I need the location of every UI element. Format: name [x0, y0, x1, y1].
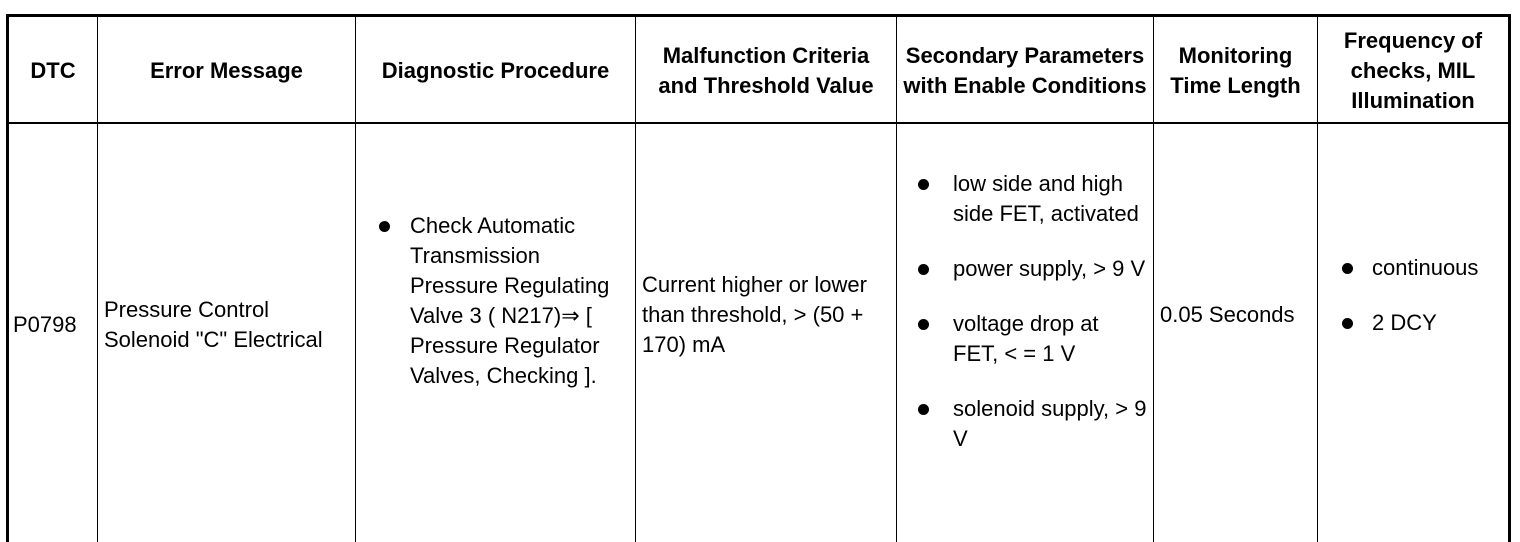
- list-item: [903, 309, 1147, 369]
- secondary-parameters-list: [903, 169, 1147, 454]
- table-row: [8, 123, 1510, 542]
- diagnostic-procedure-list: [362, 211, 629, 391]
- malfunction-criteria-cell: [636, 123, 897, 542]
- header-error-message: Error Message: [98, 16, 356, 124]
- monitoring-time-cell: [1154, 123, 1318, 542]
- frequency-cell: [1318, 123, 1510, 542]
- secondary-parameter-text: power supply, > 9 V: [953, 255, 1146, 281]
- header-monitoring-time: Monitoring Time Length: [1154, 16, 1318, 124]
- frequency-text: 2 DCY: [1372, 309, 1437, 335]
- secondary-parameters-cell: [897, 123, 1154, 542]
- bullet-icon: [1342, 318, 1353, 329]
- list-item: [1324, 308, 1502, 338]
- error-message-cell: [98, 123, 356, 542]
- bullet-icon: [918, 404, 929, 415]
- bullet-icon: [379, 221, 390, 232]
- error-message: Pressure Control Solenoid "C" Electrical: [104, 297, 323, 352]
- header-secondary-parameters: Secondary Parameters with Enable Conditions: [897, 16, 1154, 124]
- dtc-code-cell: [8, 123, 98, 542]
- bullet-icon: [1342, 263, 1353, 274]
- header-malfunction-criteria: Malfunction Criteria and Threshold Value: [636, 16, 897, 124]
- bullet-icon: [918, 319, 929, 330]
- header-row: [8, 16, 1510, 124]
- bullet-icon: [918, 264, 929, 275]
- secondary-parameter-text: solenoid supply, > 9 V: [953, 395, 1147, 451]
- list-item: [903, 254, 1147, 284]
- malfunction-criteria: Current higher or lower than threshold, > (50 + 170) mA: [642, 272, 867, 357]
- diagnostic-procedure-text: Check Automatic Transmission Pressure Regulating Valve 3 ( N217)⇒ [ Pressure Regulator Valves, Checking ].: [410, 213, 610, 388]
- list-item: [362, 211, 629, 391]
- secondary-parameter-text: voltage drop at FET, < = 1 V: [953, 310, 1099, 366]
- header-dtc: DTC: [8, 16, 98, 124]
- header-frequency: Frequency of checks, MIL Illumination: [1318, 16, 1510, 124]
- frequency-list: [1324, 253, 1502, 338]
- list-item: [903, 169, 1147, 229]
- header-diagnostic-procedure: Diagnostic Procedure: [356, 16, 636, 124]
- dtc-table: [6, 14, 1511, 542]
- secondary-parameter-text: low side and high side FET, activated: [953, 170, 1139, 226]
- dtc-code: P0798: [13, 312, 77, 337]
- list-item: [903, 394, 1147, 454]
- monitoring-time: 0.05 Seconds: [1160, 302, 1295, 327]
- list-item: [1324, 253, 1502, 283]
- frequency-text: continuous: [1372, 254, 1479, 280]
- bullet-icon: [918, 179, 929, 190]
- diagnostic-procedure-cell: [356, 123, 636, 542]
